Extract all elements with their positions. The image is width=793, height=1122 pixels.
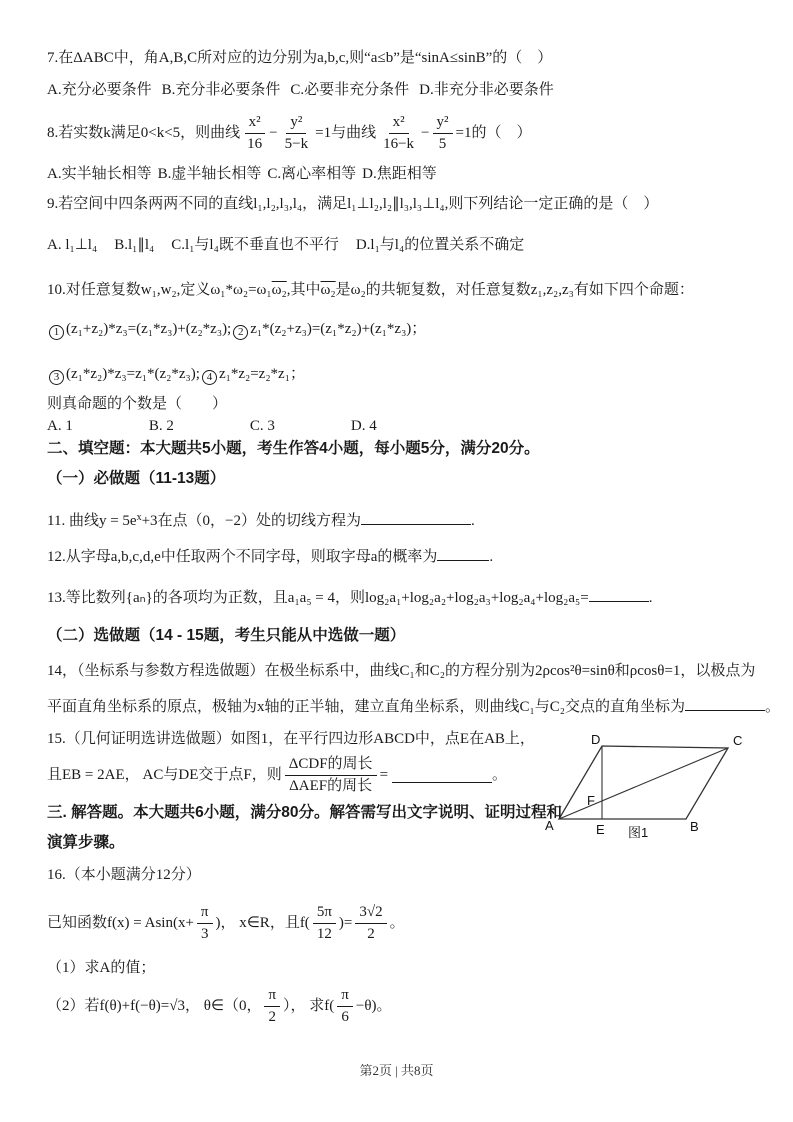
proposition-text: (z₁*z₂)*z₃=z₁*(z₂*z₃); (66, 366, 200, 382)
minus-sign: − (421, 125, 430, 141)
fraction-denominator: 16 (247, 135, 263, 152)
stem-text: 平面直角坐标系的原点，极轴为x轴的正半轴，建立直角坐标系，则曲线C₁与C₂交点的直角坐标为 (47, 699, 685, 715)
question-10-stem (47, 279, 694, 301)
question-10-options (47, 415, 377, 437)
question-16-heading: 16.（本小题满分12分） (47, 867, 201, 883)
fraction-denominator: 2 (268, 1008, 276, 1025)
question-7-stem: 7.在ΔABC中，角A,B,C所对应的边分别为a,b,c,则“a≤b”是“sinA≤sinB”的（ ） (47, 50, 553, 66)
question-10-propositions-2 (47, 363, 305, 385)
fraction-denominator: 5−k (284, 135, 309, 152)
answer-blank (589, 587, 649, 602)
fraction-numerator: π (197, 903, 213, 924)
stem-text: 11. 曲线y = 5e (47, 513, 137, 529)
fraction-numerator: 3√2 (355, 903, 386, 924)
perimeter-ratio-fraction (285, 755, 377, 796)
fraction-numerator: π (264, 986, 280, 1007)
fraction (433, 113, 453, 154)
fraction (355, 903, 386, 944)
fraction (313, 903, 336, 944)
option-a: A.充分必要条件 (47, 82, 152, 98)
question-16-part-1: （1）求A的值； (47, 960, 156, 976)
question-12 (47, 546, 493, 568)
option-d: D.非充分非必要条件 (419, 82, 554, 98)
vertex-label-c: C (733, 733, 743, 748)
stem-text: +3在点（0，−2）处的切线方程为 (141, 513, 361, 529)
page-footer: 第2页 | 共8页 (359, 1063, 434, 1078)
fraction (337, 986, 353, 1027)
option-b: B.l₁∥l₄ (114, 237, 155, 253)
question-15-line-1: 15.（几何证明选讲选做题）如图1，在平行四边形ABCD中，点E在AB上， (47, 731, 535, 747)
section-3-heading-line-1: 三. 解答题。本大题共6小题，满分80分。解答需写出文字说明、证明过程和 (47, 804, 562, 821)
circled-number-4: 4 (202, 370, 217, 385)
option-c: C.离心率相等 (267, 166, 357, 182)
fraction (197, 903, 213, 944)
option-b: B.充分非必要条件 (161, 82, 281, 98)
stem-text: 8.若实数k满足0<k<5，则曲线 (47, 125, 241, 141)
fraction-numerator: x² (245, 113, 265, 134)
question-16-part-2 (47, 983, 392, 1029)
proposition-text: z₁*(z₂+z₃)=(z₁*z₂)+(z₁*z₃)； (250, 321, 427, 337)
figure-caption: 图1 (628, 825, 649, 840)
fraction-numerator: y² (433, 113, 453, 134)
circled-number-2: 2 (233, 325, 248, 340)
question-9-options (47, 234, 524, 256)
equals-sign: = (379, 767, 389, 783)
parallelogram-figure (543, 731, 753, 849)
stem-text: 已知函数f(x) = Asin(x+ (47, 915, 194, 931)
question-10-prompt: 则真命题的个数是（ ） (47, 396, 228, 412)
conjugate-overline: ω₂ (320, 282, 336, 298)
option-a: A.实半轴长相等 (47, 166, 152, 182)
option-b: B.虚半轴长相等 (157, 166, 262, 182)
fraction (281, 113, 312, 154)
stem-text: 13.等比数列{aₙ}的各项均为正数，且a₁a₅ = 4，则log₂a₁+log₂a₂+log₂a₃+log₂a₄+log₂a₅= (47, 590, 589, 606)
question-16-function (47, 899, 405, 947)
question-13 (47, 587, 653, 609)
question-15-line-2 (47, 753, 507, 797)
question-11 (47, 507, 475, 532)
minus-sign: − (269, 125, 278, 141)
stem-text: 10.对任意复数w₁,w₂,定义ω₁*ω₂=ω₁ (47, 282, 272, 298)
question-14-line-1: 14，（坐标系与参数方程选做题）在极坐标系中，曲线C₁和C₂的方程分别为2ρcos²θ=sinθ和ρcosθ=1，以极点为 (47, 663, 756, 679)
fraction-numerator: x² (389, 113, 409, 134)
fraction-numerator: ΔCDF的周长 (285, 755, 377, 776)
option-b: B. 2 (148, 418, 174, 434)
fraction (379, 113, 418, 154)
fraction (243, 113, 266, 154)
superscript-x: x (136, 512, 142, 523)
stem-text: ,其中 (286, 282, 321, 298)
stem-text: 12.从字母a,b,c,d,e中任取两个不同字母，则取字母a的概率为 (47, 549, 438, 565)
circled-number-3: 3 (49, 370, 64, 385)
answer-blank (361, 510, 471, 525)
stem-text: . (470, 513, 475, 529)
answer-blank (437, 546, 489, 561)
fraction-numerator: π (337, 986, 353, 1007)
question-7-options (47, 79, 554, 101)
fraction-denominator: ΔAEF的周长 (289, 777, 373, 794)
subsection-required-heading: （一）必做题（11-13题） (47, 470, 226, 487)
vertex-label-d: D (591, 732, 601, 747)
diagonal-ac (559, 748, 728, 819)
question-14-line-2 (47, 696, 780, 718)
question-8-options (47, 163, 437, 185)
subsection-optional-heading: （二）选做题（14 - 15题，考生只能从中选做一题） (47, 627, 406, 644)
stem-text: . (489, 549, 494, 565)
section-2-heading: 二、填空题：本大题共5小题，考生作答4小题，每小题5分，满分20分。 (47, 440, 540, 457)
option-c: C.必要非充分条件 (290, 82, 410, 98)
fraction-denominator: 3 (200, 925, 209, 942)
stem-text: 。 (492, 767, 508, 783)
fraction-denominator: 16−k (383, 135, 415, 152)
fraction-denominator: 6 (341, 1008, 349, 1025)
option-d: D.l₁与l₄的位置关系不确定 (355, 237, 525, 253)
proposition-text: (z₁+z₂)*z₃=(z₁*z₃)+(z₂*z₃); (66, 321, 232, 337)
question-9-stem: 9.若空间中四条两两不同的直线l₁,l₂,l₃,l₄，满足l₁⊥l₂,l₂∥l₃,l₃⊥l₄,则下列结论一定正确的是（ ） (47, 196, 659, 212)
fraction-denominator: 5 (438, 135, 447, 152)
option-a: A. l₁⊥l₄ (47, 237, 98, 253)
stem-text: =1与曲线 (315, 125, 377, 141)
answer-blank (685, 696, 765, 711)
option-d: D.焦距相等 (362, 166, 437, 182)
stem-text: )， x∈R，且f( (215, 915, 310, 931)
figure-1 (543, 731, 753, 856)
proposition-text: z₁*z₂=z₂*z₁； (218, 366, 305, 382)
section-3-heading-line-2: 演算步骤。 (47, 834, 125, 851)
vertex-label-b: B (690, 819, 699, 834)
circled-number-1: 1 (49, 325, 64, 340)
stem-text: 。 (389, 915, 405, 931)
stem-text: （2）若f(θ)+f(−θ)=√3， θ∈（0， (47, 998, 262, 1014)
stem-text: =1的（ ） (455, 125, 532, 141)
stem-text: −θ)。 (355, 998, 392, 1014)
question-8-stem (47, 108, 531, 158)
stem-text: 。 (764, 699, 780, 715)
point-label-e: E (596, 822, 605, 837)
answer-blank (392, 768, 492, 783)
fraction (264, 986, 280, 1027)
question-10-propositions-1 (47, 318, 426, 340)
stem-text: 且EB = 2AE， AC与DE交于点F，则 (47, 767, 282, 783)
fraction-numerator: 5π (313, 903, 336, 924)
stem-text: ）， 求f( (283, 998, 335, 1014)
fraction-denominator: 12 (316, 925, 332, 942)
vertex-label-a: A (545, 818, 554, 833)
stem-text: 是ω₂的共轭复数，对任意复数z₁,z₂,z₃有如下四个命题： (335, 282, 694, 298)
fraction-numerator: y² (286, 113, 306, 134)
option-c: C. 3 (249, 418, 275, 434)
stem-text: )= (338, 915, 353, 931)
conjugate-overline: ω₂ (271, 282, 287, 298)
option-a: A. 1 (47, 418, 73, 434)
point-label-f: F (587, 793, 595, 808)
fraction-denominator: 2 (367, 925, 375, 942)
stem-text: . (648, 590, 653, 606)
option-c: C.l₁与l₄既不垂直也不平行 (171, 237, 339, 253)
option-d: D. 4 (350, 418, 377, 434)
